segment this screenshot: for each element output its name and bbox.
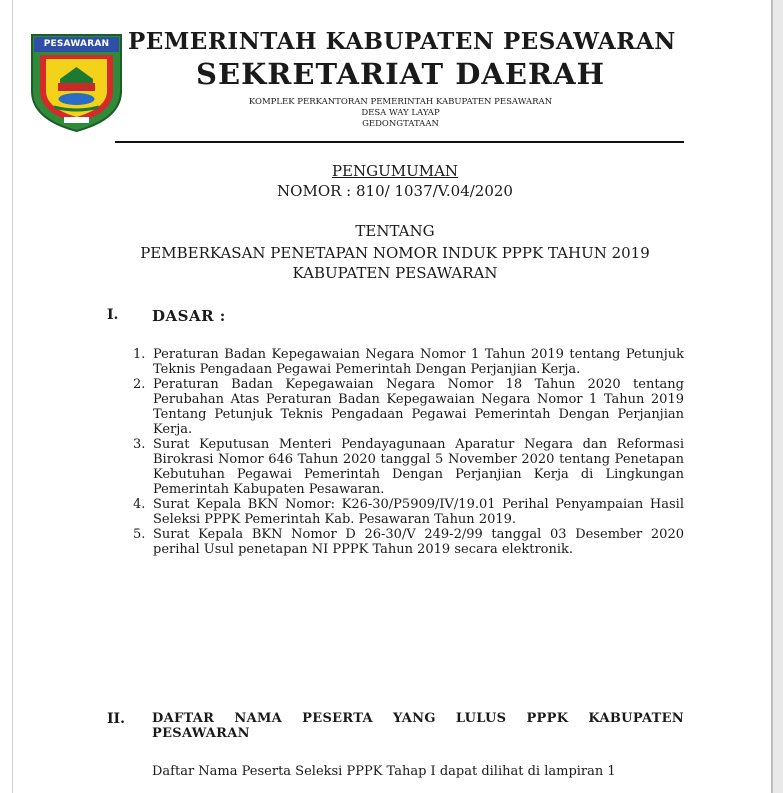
- list-item-text: Surat Keputusan Menteri Pendayagunaan Aparatur Negara dan Reformasi Birokrasi Nomor 646 Tahun 2020 tanggal 5 November 2020 tentang Penetapan Kebutuhan Pegawai Pemerintah Dengan Perjanjian Kerja di Lingkungan Pemerintah Kabupaten Pesawaran.: [153, 437, 684, 497]
- announcement-number: NOMOR : 810/ 1037/V.04/2020: [277, 182, 513, 200]
- list-item: [128, 347, 684, 377]
- list-item-number: 1.: [133, 347, 146, 362]
- address-line-1: KOMPLEK PERKANTORAN PEMERINTAH KABUPATEN PESAWARAN: [248, 97, 553, 107]
- viewer-scroll-gutter: [773, 0, 783, 793]
- list-item-number: 5.: [133, 527, 146, 542]
- list-item: [128, 377, 684, 437]
- announcement-title: PENGUMUMAN: [331, 162, 459, 180]
- government-title: PEMERINTAH KABUPATEN PESAWARAN: [128, 28, 676, 55]
- subject-line-1: PEMBERKASAN PENETAPAN NOMOR INDUK PPPK TAHUN 2019: [140, 244, 650, 262]
- section-2-paragraph: Daftar Nama Peserta Seleksi PPPK Tahap I dapat dilihat di lampiran 1: [152, 764, 616, 779]
- list-item-text: Surat Kepala BKN Nomor D 26-30/V 249-2/99 tanggal 03 Desember 2020 perihal Usul penetapan NI PPPK Tahun 2019 secara elektronik.: [153, 527, 684, 557]
- page-left-edge: [12, 0, 13, 793]
- about-label: TENTANG: [355, 222, 435, 240]
- section-2-heading: DAFTAR NAMA PESERTA YANG LULUS PPPK KABUPATEN PESAWARAN: [152, 711, 684, 741]
- section-1-number: I.: [107, 307, 119, 323]
- emblem-label: PESAWARAN: [43, 39, 110, 49]
- secretariat-title: SEKRETARIAT DAERAH: [196, 57, 605, 91]
- letterhead-divider: [115, 141, 684, 143]
- list-item-text: Peraturan Badan Kepegawaian Negara Nomor 1 Tahun 2019 tentang Petunjuk Teknis Pengadaan Pegawai Pemerintah Dengan Perjanjian Kerja.: [153, 347, 684, 377]
- legal-basis-list: [128, 347, 684, 557]
- list-item: [128, 527, 684, 557]
- section-2-number: II.: [107, 711, 125, 727]
- list-item-number: 3.: [133, 437, 146, 452]
- regency-emblem-logo: [30, 33, 123, 133]
- section-1-heading: DASAR :: [152, 307, 226, 325]
- list-item: [128, 497, 684, 527]
- list-item-text: Peraturan Badan Kepegawaian Negara Nomor 18 Tahun 2020 tentang Perubahan Atas Peraturan Badan Kepegawaian Negara Nomor 1 Tahun 2019 Tentang Petunjuk Teknis Pengadaan Pegawai Pemerintah Dengan Perjanjian Kerja.: [153, 377, 684, 437]
- address-line-3: GEDONGTATAAN: [362, 119, 439, 129]
- list-item-number: 2.: [133, 377, 146, 392]
- list-item-text: Surat Kepala BKN Nomor: K26-30/P5909/IV/19.01 Perihal Penyampaian Hasil Seleksi PPPK Pemerintah Kab. Pesawaran Tahun 2019.: [153, 497, 684, 527]
- subject-line-2: KABUPATEN PESAWARAN: [292, 264, 498, 282]
- address-line-2: DESA WAY LAYAP: [361, 108, 440, 118]
- list-item-number: 4.: [133, 497, 146, 512]
- list-item: [128, 437, 684, 497]
